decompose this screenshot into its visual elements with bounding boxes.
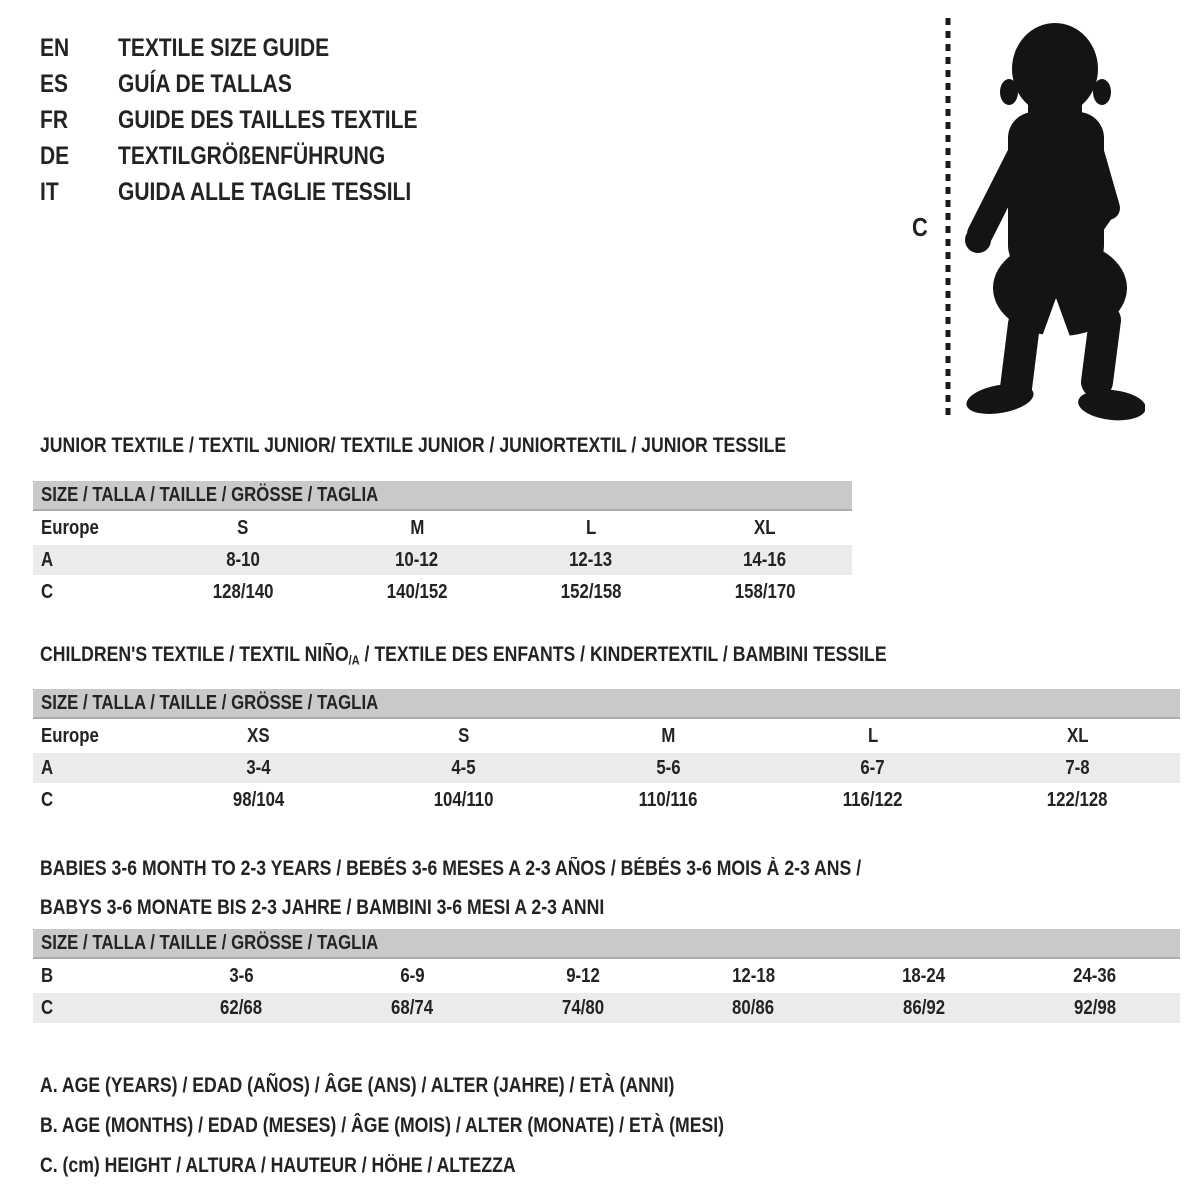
legend-line-a [40,1066,854,1106]
legend-text-a: A. AGE (YEARS) / EDAD (AÑOS) / ÂGE (ANS) / ALTER (JAHRE) / ETÀ (ANNI) [40,1074,675,1097]
size-cell: 110/116 [638,788,698,811]
legend-line-c [40,1146,854,1186]
size-header-bar [33,689,1180,719]
language-row-de [40,138,475,174]
table-row-europe [33,513,852,543]
size-cell: 4-5 [451,756,476,779]
size-cell: 3-6 [229,964,254,987]
size-cell: 128/140 [212,580,274,603]
size-header-bar [33,481,852,511]
babies-title-line2: BABYS 3-6 MONATE BIS 2-3 JAHRE / BAMBINI 3-6 MESI A 2-3 ANNI [40,896,605,919]
size-cell: 12-18 [731,964,775,987]
babies-section-title [40,849,1018,927]
size-cell: XS [247,724,270,747]
children-title-sub: /A [348,652,360,668]
language-title: TEXTILE SIZE GUIDE [118,33,330,62]
size-cell: 18-24 [902,964,946,987]
children-title-text [40,642,887,673]
size-cell: 122/128 [1047,788,1108,811]
babies-size-table [33,929,1180,1023]
size-cell: S [237,516,249,539]
table-row-age [33,545,852,575]
language-list [40,30,475,210]
children-size-table [33,689,1180,815]
size-cell: 5-6 [655,756,681,779]
language-code: DE [40,141,70,170]
row-label: C [41,788,54,811]
size-cell: 116/122 [842,788,903,811]
size-cell: 68/74 [390,996,434,1019]
language-row-fr [40,102,475,138]
junior-title-text: JUNIOR TEXTILE / TEXTIL JUNIOR/ TEXTILE JUNIOR / JUNIORTEXTIL / JUNIOR TESSILE [40,434,787,457]
size-header-text: SIZE / TALLA / TAILLE / GRÖSSE / TAGLIA [41,484,379,506]
size-cell: 9-12 [565,964,600,987]
children-title-pre: CHILDREN'S TEXTILE / TEXTIL NIÑO [40,643,349,666]
row-label: Europe [41,724,99,747]
table-row-europe [33,721,1180,751]
language-title: GUÍA DE TALLAS [118,69,292,98]
table-row-age-months [33,961,1180,991]
size-cell: L [867,724,878,747]
toddler-silhouette [964,23,1145,423]
size-cell: 8-10 [226,548,260,571]
size-cell: 74/80 [561,996,604,1019]
language-title: GUIDA ALLE TAGLIE TESSILI [118,177,412,206]
size-cell: 92/98 [1073,996,1116,1019]
size-cell: M [409,516,424,539]
legend-text-c: C. (cm) HEIGHT / ALTURA / HAUTEUR / HÖHE / ALTEZZA [40,1154,516,1177]
size-cell: 86/92 [902,996,946,1019]
row-label: A [41,756,54,779]
size-cell: M [660,724,675,747]
size-cell: 7-8 [1065,756,1090,779]
size-cell: 158/170 [734,580,796,603]
size-cell: XL [1066,724,1089,747]
babies-title-line1: BABIES 3-6 MONTH TO 2-3 YEARS / BEBÉS 3-6 MESES A 2-3 AÑOS / BÉBÉS 3-6 MOIS À 2-3 ANS / [40,857,862,880]
size-header-text: SIZE / TALLA / TAILLE / GRÖSSE / TAGLIA [41,692,379,714]
legend [40,1066,854,1186]
children-section-title [40,642,1048,673]
size-cell: 140/152 [386,580,448,603]
row-label: B [41,964,54,987]
table-row-age [33,753,1180,783]
height-measure-label: C [912,212,928,242]
toddler-figure [940,12,1145,424]
junior-section-title [40,433,928,459]
language-code: EN [40,33,70,62]
size-cell: 14-16 [743,548,787,571]
size-header-text: SIZE / TALLA / TAILLE / GRÖSSE / TAGLIA [41,932,379,954]
language-code: IT [40,177,59,206]
size-cell: 12-13 [569,548,613,571]
table-row-height [33,993,1180,1023]
size-cell: L [585,516,597,539]
size-cell: 10-12 [395,548,439,571]
size-cell: 62/68 [220,996,263,1019]
language-code: FR [40,105,68,134]
language-row-es [40,66,475,102]
size-header-bar [33,929,1180,959]
row-label: C [41,580,54,603]
size-cell: 6-7 [860,756,885,779]
language-row-it [40,174,475,210]
size-cell: 152/158 [560,580,622,603]
row-label: Europe [41,516,99,539]
size-cell: S [457,724,469,747]
size-cell: 3-4 [246,756,271,779]
children-title-post: / TEXTILE DES ENFANTS / KINDERTEXTIL / BAMBINI TESSILE [359,643,887,666]
language-title: TEXTILGRÖßENFÜHRUNG [118,141,386,170]
table-row-height [33,785,1180,815]
junior-size-table [33,481,852,607]
size-cell: 80/86 [732,996,775,1019]
size-cell: 24-36 [1073,964,1117,987]
size-cell: XL [754,516,776,539]
language-title: GUIDE DES TAILLES TEXTILE [118,105,418,134]
row-label: C [41,996,54,1019]
language-code: ES [40,69,69,98]
legend-text-b: B. AGE (MONTHS) / EDAD (MESES) / ÂGE (MOIS) / ALTER (MONATE) / ETÀ (MESI) [40,1114,725,1137]
size-cell: 98/104 [232,788,285,811]
language-row-en [40,30,475,66]
size-cell: 104/110 [433,788,494,811]
legend-line-b [40,1106,854,1146]
table-row-height [33,577,852,607]
row-label: A [41,548,54,571]
size-cell: 6-9 [399,964,425,987]
